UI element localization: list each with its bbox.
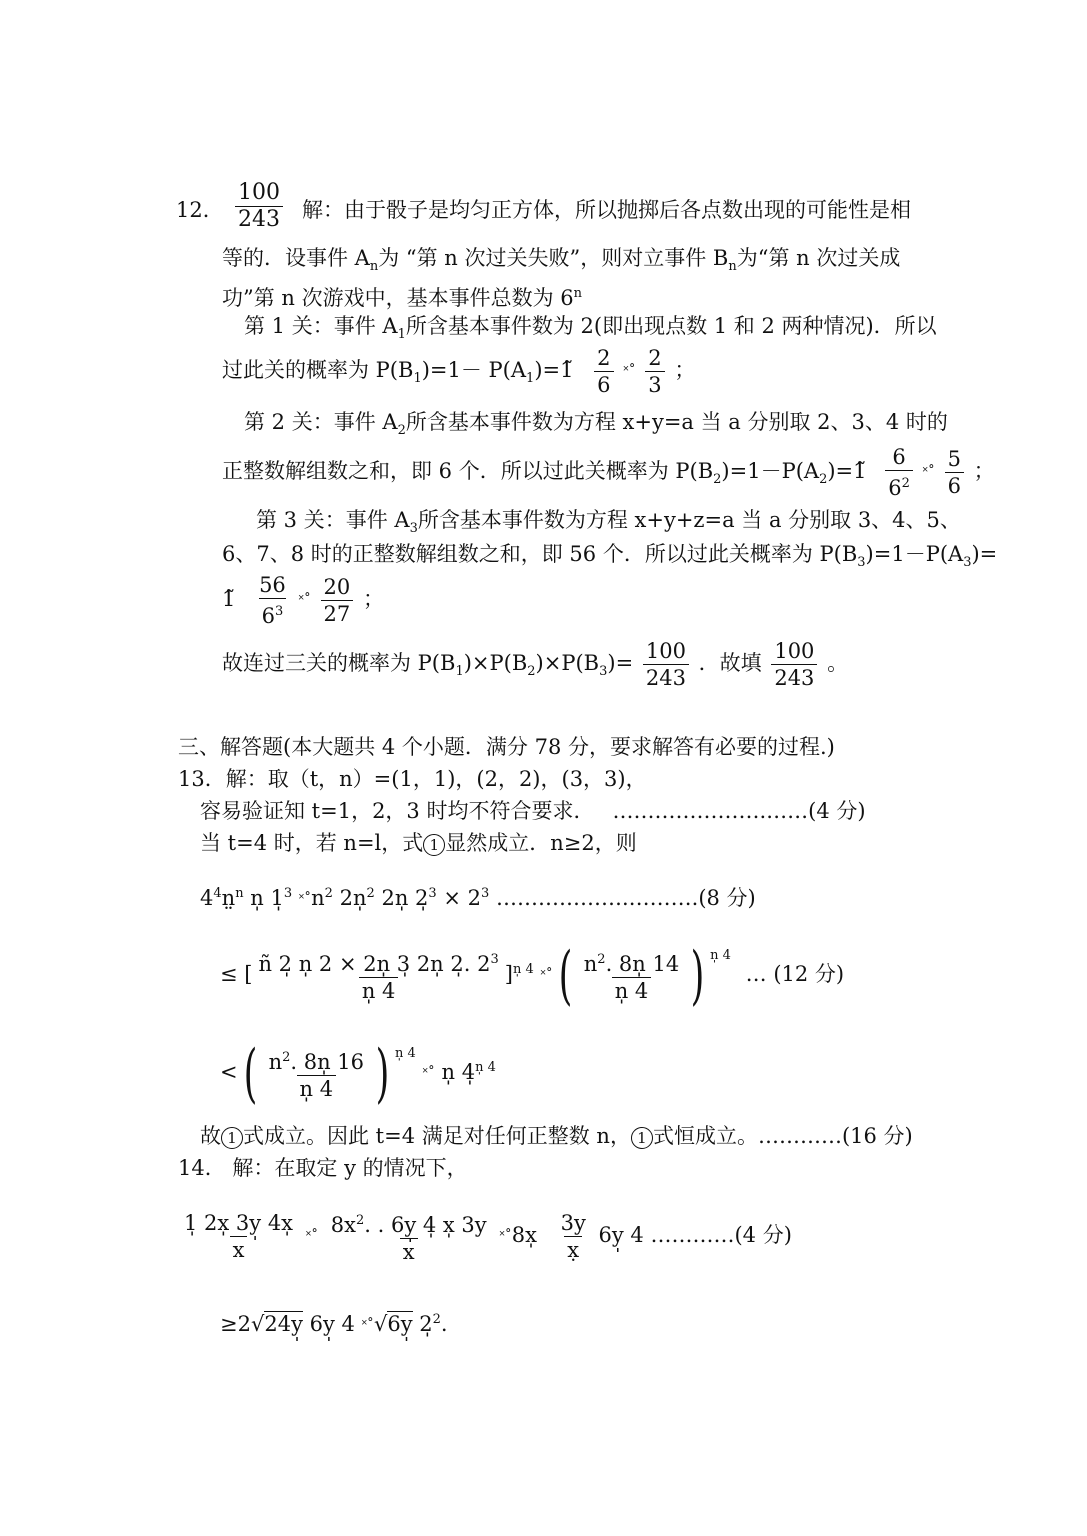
problem-12-stage2-line1: 第 2 关：事件 $A_2$所含基本事件数为方程 x+y=a 当 a 分别取 2、3、4 时的	[244, 410, 948, 439]
problem-13-equation-1: $4^4n̤^n$ n̩ 1̩$^3$ $˟˚n^2$ 2n̩$^2$ 2n̩ 2̩$^3$ × $2^3$ ……………….……….(8 分)	[200, 886, 756, 910]
problem-13-line3: 当 t=4 时，若 n=l，式 1 显然成立．n≥2，则	[200, 831, 637, 855]
problem-14-equation-1: $\frac{1̩ 2x̩ 3y̩ 4x̩}{x}$ ˟˚ $\frac{8x^2. . 6y̩ 4̩ x̩ 3y}{x}$ ˟˚8x̩ $\frac{3y}{x̣}$ 6y̩ 4 …………(4 分)	[184, 1211, 792, 1264]
problem-12-conclusion: 故连过三关的概率为 $P(B_1)\times P(B_2)\times P(B_3)=$ $\frac{100}{243}$ ．故填 $\frac{100}{243}$ 。	[222, 639, 849, 690]
problem-12-stage3-line3: 1̃ $\frac{56}{6^3}$ ˟˚ $\frac{20}{27}$ ；	[222, 573, 384, 628]
problem-12-intro-line2: 等的．设事件 $A_n$为 “第 n 次过关失败”，则对立事件 $B_n$为“第 n 次过关成	[222, 246, 901, 275]
approx-symbol: ˟˚	[623, 363, 636, 380]
problem-12-stage1-line2: 过此关的概率为 $P(B_1)=1-$ $P(A_1)=1̃$ $\frac{2}{6}$ ˟˚ $\frac{2}{3}$ ；	[222, 346, 696, 397]
circled-one: 1	[423, 834, 445, 856]
problem-12-stage3-line1: 第 3 关：事件 $A_3$所含基本事件数为方程 x+y+z=a 当 a 分别取 3、4、5、	[256, 508, 961, 537]
problem-13-line2: 容易验证知 t=1，2，3 时均不符合要求． ………………….……(4 分)	[200, 799, 866, 823]
problem-12-stage1-line1: 第 1 关：事件 $A_1$所含基本事件数为 2(即出现点数 1 和 2 两种情况)．所以	[244, 314, 937, 343]
section-3-heading: 三、解答题(本大题共 4 个小题．满分 78 分，要求解答有必要的过程.)	[178, 735, 835, 759]
problem-12-stage2-line2: 正整数解组数之和，即 6 个．所以过此关概率为 $P(B_2)=1-P(A_2)=1̃$ $\frac{6}{6^2}$ ˟˚ $\frac{5}{6}$ ；	[222, 445, 995, 500]
problem-14-equation-2: ≥2√24y̩ 6y̩ 4 ˟˚√6y̩ 2̩$^2$.	[220, 1312, 448, 1336]
circled-one: 1	[221, 1127, 243, 1149]
problem-12-intro-line3: 功”第 n 次游戏中，基本事件总数为 6$^n$	[222, 286, 583, 310]
problem-12-number: 12．	[176, 198, 224, 222]
approx-symbol: ˟˚	[922, 464, 935, 481]
problem-12-intro-line1: 解：由于骰子是均匀正方体，所以抛掷后各点数出现的可能性是相	[302, 198, 911, 222]
problem-14-line1: 14． 解：在取定 y 的情况下，	[178, 1156, 468, 1180]
problem-13-equation-3: <( $\frac{n^2. 8n̩ 16}{n̩ 4}$ ) $^{n̩ 4}$ ˟˚ n̩ 4̩$^{n̩ 4}$	[220, 1036, 496, 1111]
approx-symbol: ˟˚	[298, 592, 311, 609]
circled-one: 1	[631, 1127, 653, 1149]
problem-13-line1: 13．解：取（t，n）=(1，1)，(2，2)，(3，3)，	[178, 767, 647, 791]
problem-12-answer-fraction: $\frac{100}{243}$	[232, 180, 286, 233]
problem-13-equation-2: ≤ [ $\frac{ñ 2̩ n̩ 2 \times 2n̩ 3̩ 2n̩ 2̩. 2^3}{n̩ 4}$ ]$^{n̩ 4}$ ˟˚( $\frac{n^2. 8n̩ 14}{n̩ 4}$ ) $^{n̩ 4}$ … (12 分)	[220, 938, 845, 1013]
problem-13-final-line: 故 1 式成立。因此 t=4 满足对任何正整数 n， 1 式恒成立。…………(16 分)	[200, 1124, 913, 1148]
problem-12-stage3-line2: 6、7、8 时的正整数解组数之和，即 56 个．所以过此关概率为 $P(B_3)=1-P(A_3)=$	[222, 542, 998, 571]
